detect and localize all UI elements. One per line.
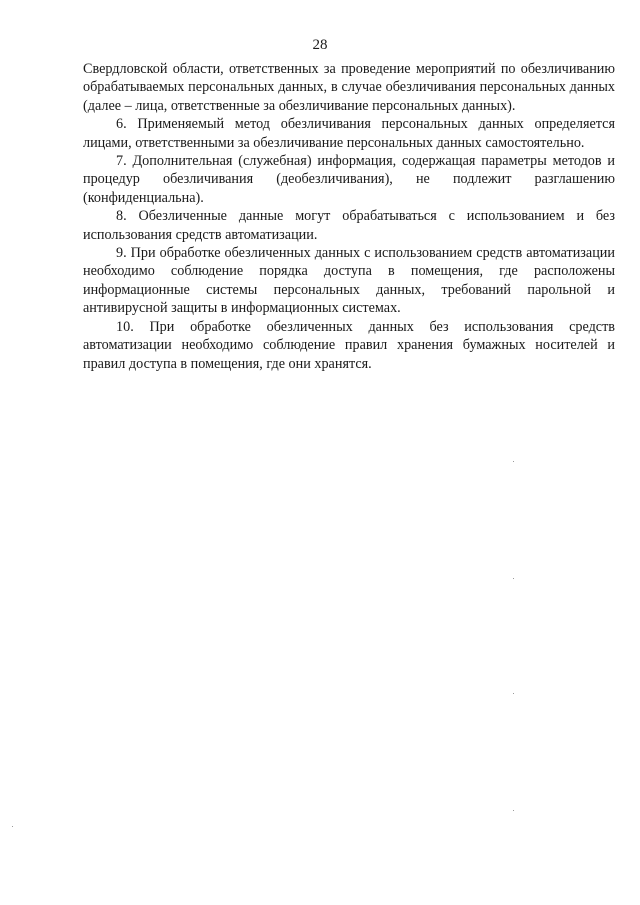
paragraph-7: 7. Дополнительная (служебная) информация, содержащая параметры методов и процедур обезличивания (деобезличивания), не подлежит разглашению (конфиденциальна).: [83, 153, 615, 206]
scan-speck: [513, 578, 514, 579]
paragraph-9: 9. При обработке обезличенных данных с использованием средств автоматизации необходимо соблюдение порядка доступа в помещения, где расположены информационные системы персональных данных, требований парольной и антивирусной защиты в информационных системах.: [83, 245, 615, 317]
paragraph-8: 8. Обезличенные данные могут обрабатываться с использованием и без использования средств автоматизации.: [83, 208, 615, 243]
scan-speck: [513, 461, 514, 462]
paragraph-continuation: Свердловской области, ответственных за проведение мероприятий по обезличиванию обрабатываемых персональных данных, в случае обезличивания персональных данных (далее – лица, ответственные за обезличивание персональных данных).: [83, 61, 615, 114]
scan-speck: [12, 826, 13, 827]
scan-speck: [513, 693, 514, 694]
paragraph-6: 6. Применяемый метод обезличивания персональных данных определяется лицами, ответственными за обезличивание персональных данных самостоятельно.: [83, 116, 615, 151]
page-number: 28: [312, 37, 328, 53]
paragraph-10: 10. При обработке обезличенных данных без использования средств автоматизации необходимо соблюдение правил хранения бумажных носителей и правил доступа в помещения, где они хранятся.: [83, 318, 615, 372]
scan-speck: [513, 810, 514, 811]
document-body: [83, 60, 615, 373]
